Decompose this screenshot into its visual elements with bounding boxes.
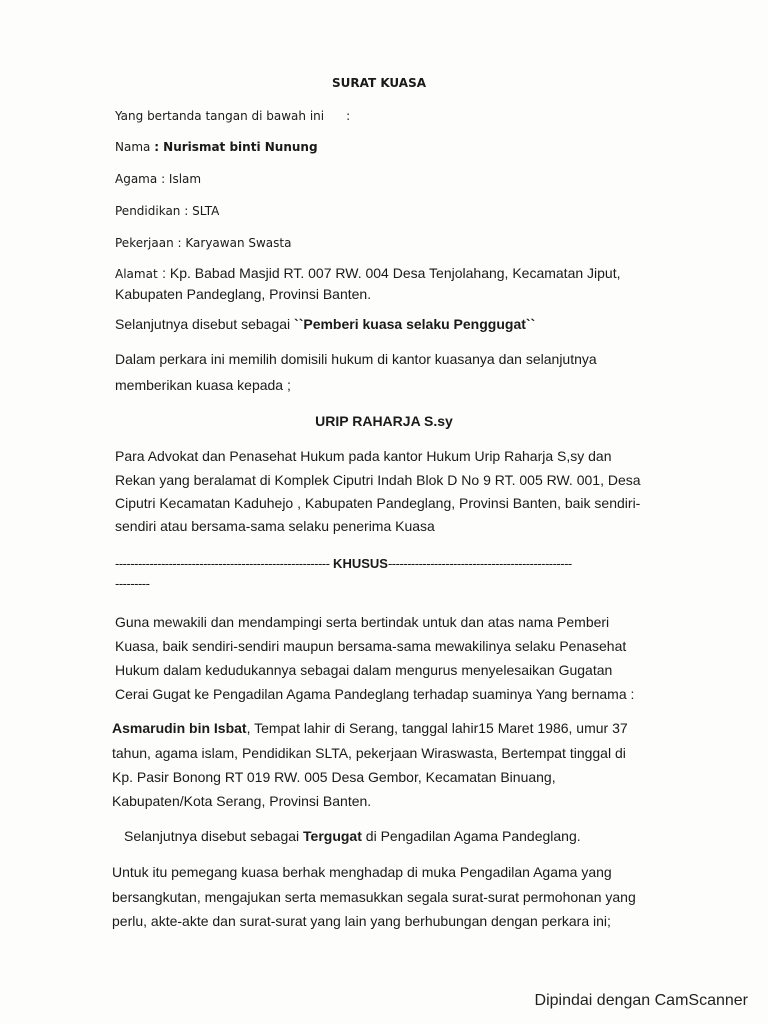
nama-value: : Nurismat binti Nunung (154, 140, 318, 154)
tergugat-name: Asmarudin bin Isbat (112, 720, 247, 736)
document-title: SURAT KUASA (332, 76, 427, 90)
khusus-left-dashes: -------------------------------------------------------- (115, 556, 330, 571)
penerima-name: URIP RAHARJA S.sy (315, 413, 453, 429)
guna-line2: Kuasa, baik sendiri-sendiri maupun bersama-sama mewakilinya selaku Penasehat (115, 638, 627, 654)
pendidikan-label: Pendidikan (115, 204, 181, 218)
domisili-line2: memberikan kuasa kepada ; (115, 377, 291, 393)
agama-label: Agama (115, 172, 158, 186)
nama-row (115, 140, 318, 154)
khusus-divider (115, 556, 572, 571)
tergugat-line1-rest: , Tempat lahir di Serang, tanggal lahir15 Maret 1986, umur 37 (246, 720, 628, 736)
advokat-line1: Para Advokat dan Penasehat Hukum pada kantor Hukum Urip Raharja S,sy dan (115, 448, 612, 464)
pekerjaan-value: : Karyawan Swasta (177, 236, 292, 250)
advokat-line3: Ciputri Kecamatan Kaduhejo , Kabupaten Pandeglang, Provinsi Banten, baik sendiri- (115, 495, 641, 511)
alamat-line2: Kabupaten Pandeglang, Provinsi Banten. (115, 286, 372, 302)
tergugat-sebutan-bold: Tergugat (303, 828, 362, 844)
pemberi-bold: ``Pemberi kuasa selaku Penggugat`` (294, 316, 536, 332)
tergugat-line2: tahun, agama islam, Pendidikan SLTA, pekerjaan Wiraswasta, Bertempat tinggal di (112, 745, 626, 761)
alamat-line1: : Kp. Babad Masjid RT. 007 RW. 004 Desa Tenjolahang, Kecamatan Jiput, (162, 265, 621, 281)
khusus-right-dashes: ------------------------------------------------ (387, 556, 572, 571)
guna-line4: Cerai Gugat ke Pengadilan Agama Pandeglang terhadap suaminya Yang bernama : (115, 686, 635, 702)
pemberi-line (115, 316, 535, 332)
pekerjaan-label: Pekerjaan (115, 236, 174, 250)
agama-value: : Islam (161, 172, 202, 186)
nama-label: Nama (115, 140, 151, 154)
pendidikan-value: : SLTA (184, 204, 220, 218)
camscanner-watermark: Dipindai dengan CamScanner (534, 992, 748, 1009)
guna-line1: Guna mewakili dan mendampingi serta bertindak untuk dan atas nama Pemberi (115, 614, 610, 630)
advokat-line4: sendiri atau bersama-sama selaku penerima Kuasa (115, 518, 435, 534)
intro-text: Yang bertanda tangan di bawah ini (115, 109, 325, 123)
untuk-line3: perlu, akte-akte dan surat-surat yang lain yang berhubungan dengan perkara ini; (112, 913, 611, 929)
alamat-row (115, 265, 621, 283)
khusus-label: KHUSUS (329, 556, 388, 571)
khusus-wrap-dashes: --------- (115, 576, 150, 591)
alamat-label: Alamat (115, 267, 158, 281)
advokat-line2: Rekan yang beralamat di Komplek Ciputri Indah Blok D No 9 RT. 005 RW. 001, Desa (115, 472, 641, 488)
pemberi-prefix: Selanjutnya disebut sebagai (115, 316, 295, 332)
intro-line (115, 109, 350, 123)
untuk-line1: Untuk itu pemegang kuasa berhak menghadap di muka Pengadilan Agama yang (112, 864, 612, 880)
agama-row (115, 172, 201, 186)
tergugat-line4: Kabupaten/Kota Serang, Provinsi Banten. (112, 793, 372, 809)
guna-line3: Hukum dalam kedudukannya sebagai dalam mengurus menyelesaikan Gugatan (115, 662, 613, 678)
tergugat-sebutan-prefix: Selanjutnya disebut sebagai (124, 828, 304, 844)
pendidikan-row (115, 204, 219, 218)
tergugat-sebutan-suffix: di Pengadilan Agama Pandeglang. (361, 828, 581, 844)
untuk-line2: bersangkutan, mengajukan serta memasukkan segala surat-surat permohonan yang (112, 889, 636, 905)
tergugat-line1 (112, 720, 628, 736)
tergugat-line3: Kp. Pasir Bonong RT 019 RW. 005 Desa Gembor, Kecamatan Binuang, (112, 769, 556, 785)
intro-colon: : (346, 109, 351, 123)
tergugat-sebutan-line (124, 828, 581, 844)
domisili-line1: Dalam perkara ini memilih domisili hukum di kantor kuasanya dan selanjutnya (115, 351, 597, 367)
pekerjaan-row (115, 236, 291, 250)
